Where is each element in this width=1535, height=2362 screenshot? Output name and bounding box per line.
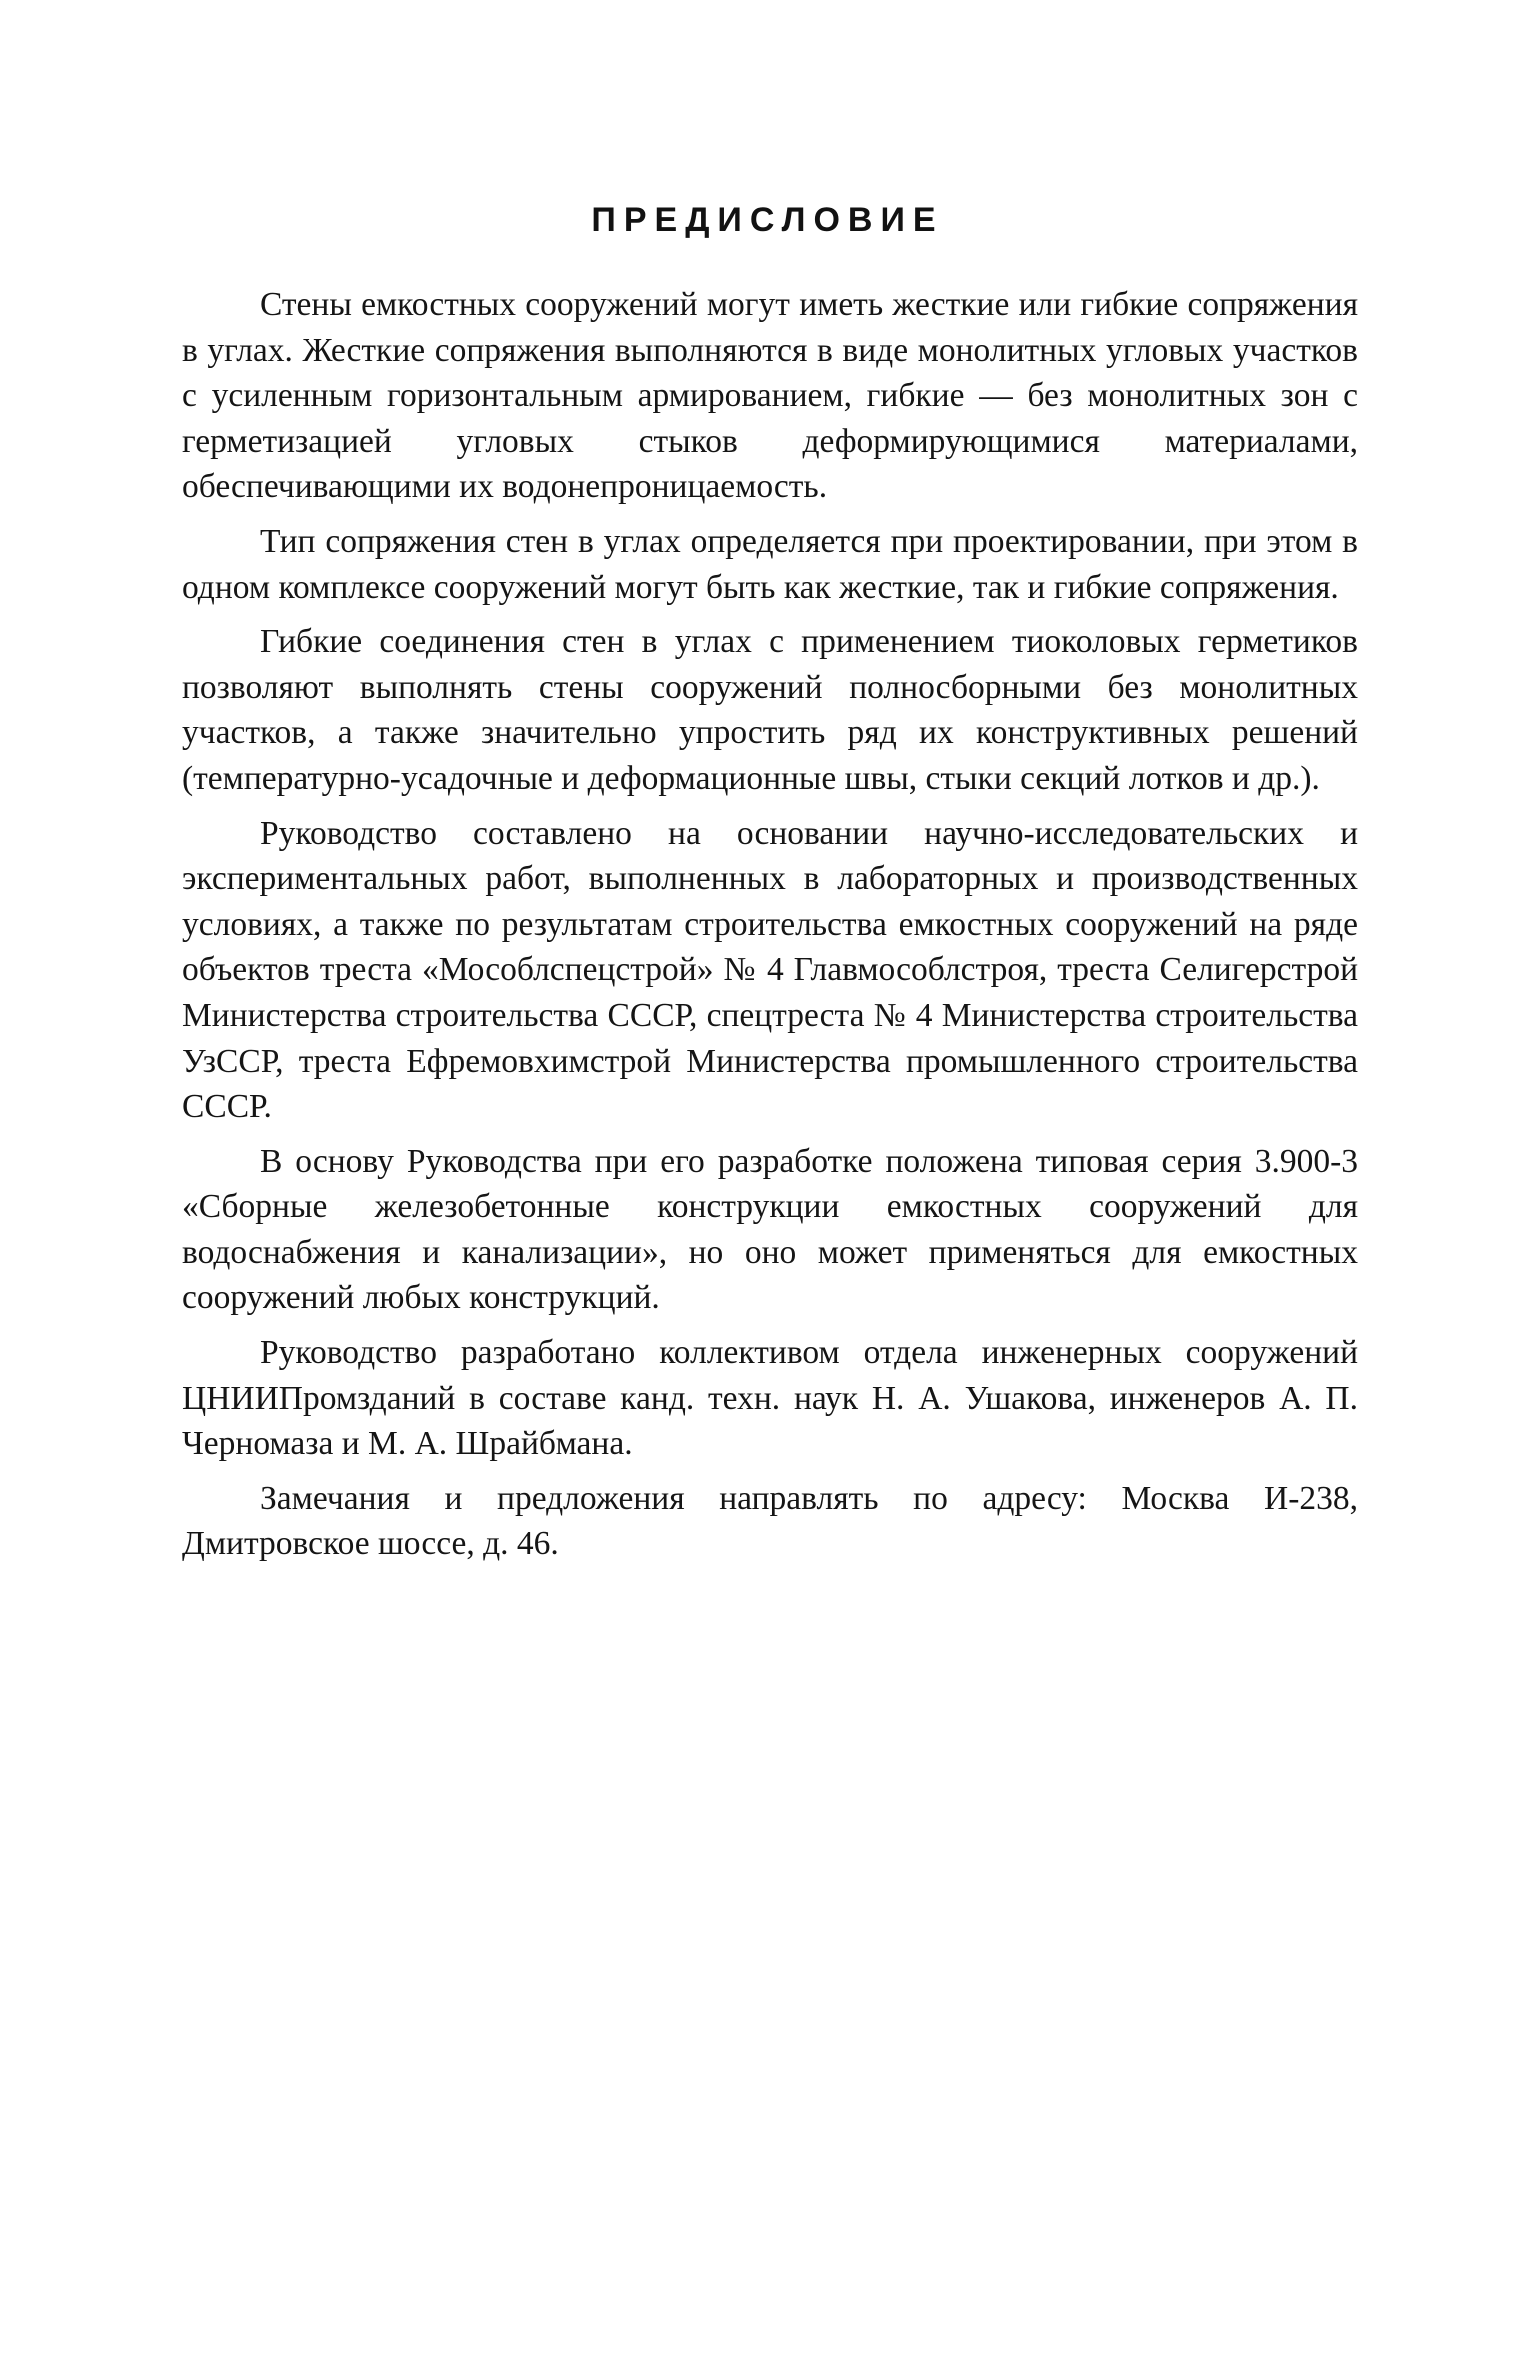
preface-body [182,282,1358,1567]
paragraph-research-basis: Руководство составлено на основании научно-исследовательских и экспериментальных работ, выполненных в лабораторных и производственных условиях, а также по результатам строительства емкостных сооружений на ряде объектов треста «Мособлспецстрой» № 4 Главмособлстроя, треста Селигерстрой Министерства строительства СССР, спецтреста № 4 Министерства строительства УзССР, треста Ефремовхимстрой Министерства промышленного строительства СССР. [182,814,1358,1126]
paragraph-typical-series: В основу Руководства при его разработке положена типовая серия 3.900-3 «Сборные железобетонные конструкции емкостных сооружений для водоснабжения и канализации», но оно может применяться для емкостных сооружений любых конструкций. [182,1142,1358,1317]
paragraph-flexible-joints: Гибкие соединения стен в углах с применением тиоколовых герметиков позволяют выполнять стены сооружений полносборными без монолитных участков, а также значительно упростить ряд их конструктивных решений (температурно-усадочные и деформационные швы, стыки секций лотков и др.). [182,623,1358,797]
paragraph-wall-joints: Стены емкостных сооружений могут иметь жесткие или гибкие сопряжения в углах. Жесткие сопряжения выполняются в виде монолитных угловых участков с усиленным горизонтальным армированием, гибкие — без монолитных зон с герметизацией угловых стыков деформирующимися материалами, обеспечивающими их водонепроницаемость. [182,286,1358,506]
paragraph-joint-type: Тип сопряжения стен в углах определяется при проектировании, при этом в одном комплексе сооружений могут быть как жесткие, так и гибкие сопряжения. [182,522,1358,606]
paragraph-authors: Руководство разработано коллективом отдела инженерных сооружений ЦНИИПромзданий в составе канд. техн. наук Н. А. Ушакова, инженеров А. П. Черномаза и М. А. Шрайбмана. [182,1334,1358,1463]
paragraph-contact-address: Замечания и предложения направлять по адресу: Москва И-238, Дмитровское шоссе, д. 46. [182,1479,1358,1563]
page-title: ПРЕДИСЛОВИЕ [591,201,944,239]
